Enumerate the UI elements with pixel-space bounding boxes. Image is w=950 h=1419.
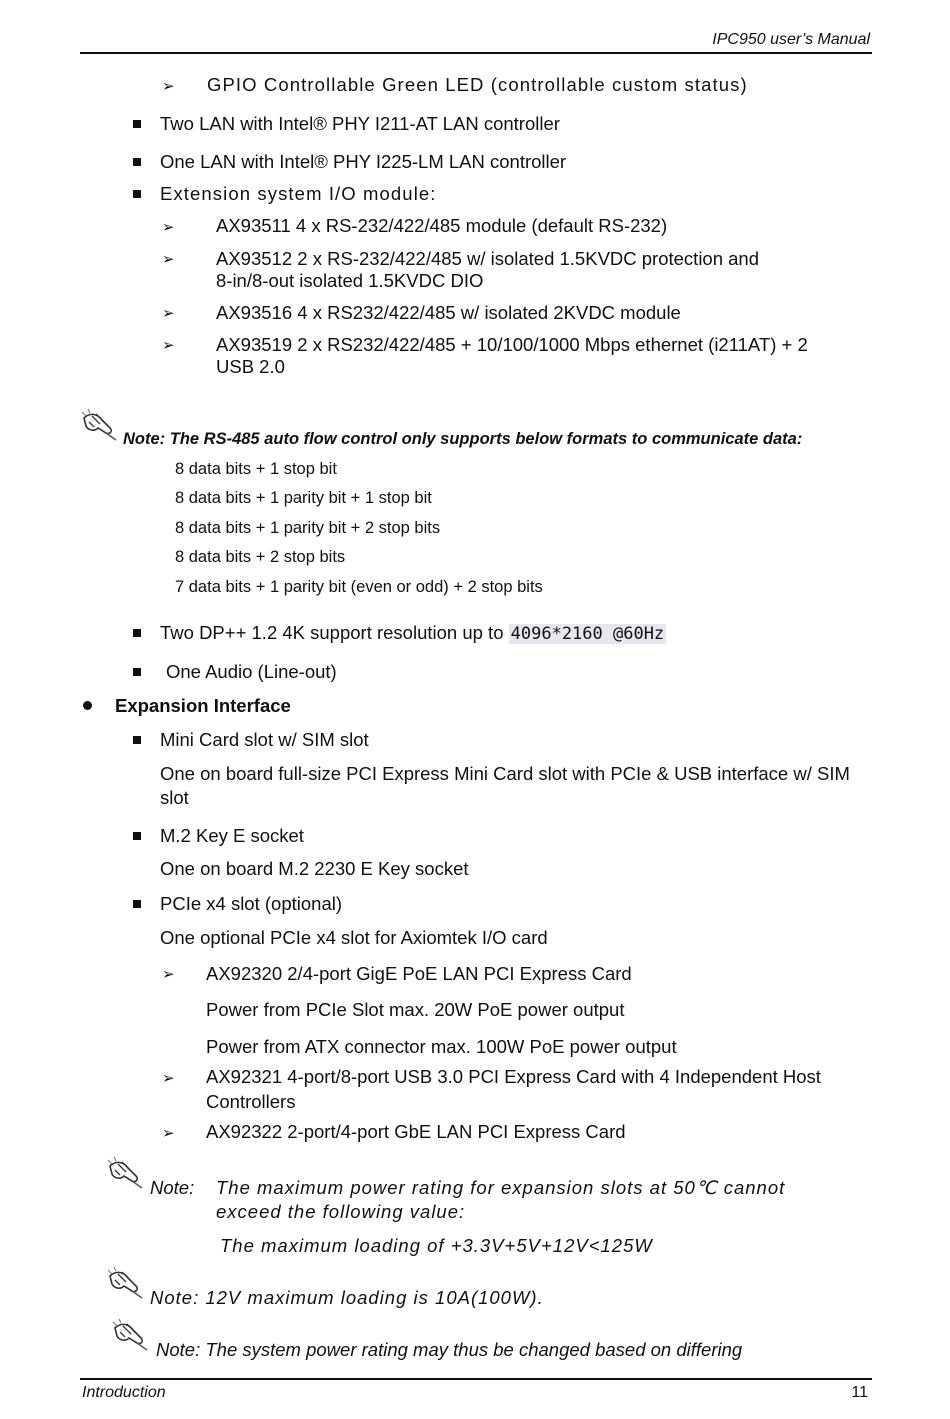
arrow-bullet-icon: ➢ — [162, 305, 175, 322]
note-label: Note: — [150, 1177, 195, 1198]
note-system-power: Note: The system power rating may thus be changed based on differing — [156, 1339, 743, 1360]
note-power-line3: The maximum loading of +3.3V+5V+12V<125W — [220, 1235, 653, 1256]
arrow-bullet-icon: ➢ — [162, 1125, 175, 1142]
module-ax93516: AX93516 4 x RS232/422/485 w/ isolated 2KVDC module — [216, 302, 681, 323]
note-12v: Note: 12V maximum loading is 10A(100W). — [150, 1287, 544, 1308]
square-bullet-icon — [133, 190, 141, 198]
footer-section: Introduction — [82, 1384, 166, 1401]
note-rs485: Note: The RS-485 auto flow control only supports below formats to communicate data: — [123, 430, 803, 448]
expansion-heading: Expansion Interface — [115, 695, 291, 716]
header-title: IPC950 user’s Manual — [712, 31, 870, 48]
footer-rule — [80, 1378, 872, 1380]
module-ax93519-line2: USB 2.0 — [216, 356, 285, 377]
format-line-4: 8 data bits + 2 stop bits — [175, 548, 346, 566]
card-ax92320: AX92320 2/4-port GigE PoE LAN PCI Express Card — [206, 963, 632, 984]
format-line-3: 8 data bits + 1 parity bit + 2 stop bits — [175, 519, 441, 537]
note-hand-icon — [111, 1318, 151, 1352]
arrow-bullet-icon: ➢ — [162, 337, 175, 354]
format-line-5: 7 data bits + 1 parity bit (even or odd) + 2 stop bits — [175, 578, 543, 596]
note-power-line1: The maximum power rating for expansion slots at 50℃ cannot — [216, 1177, 786, 1198]
note-hand-icon — [106, 1156, 146, 1190]
module-ax93519-line1: AX93519 2 x RS232/422/485 + 10/100/1000 Mbps ethernet (i211AT) + 2 — [216, 334, 808, 355]
dp-resolution: 4096*2160 @60Hz — [510, 624, 665, 644]
pcie-desc: One optional PCIe x4 slot for Axiomtek I/O card — [160, 927, 548, 948]
card-ax92321-line2: Controllers — [206, 1091, 296, 1112]
arrow-bullet-icon: ➢ — [162, 219, 175, 236]
arrow-bullet-icon: ➢ — [162, 1070, 175, 1087]
dp-line — [160, 622, 666, 644]
lan-line-1: Two LAN with Intel® PHY I211-AT LAN controller — [160, 113, 560, 134]
gpio-line: GPIO Controllable Green LED (controllable custom status) — [207, 74, 748, 95]
page-number: 11 — [851, 1384, 868, 1401]
card-ax92320-power2: Power from ATX connector max. 100W PoE power output — [206, 1036, 677, 1057]
square-bullet-icon — [133, 158, 141, 166]
audio-line: One Audio (Line-out) — [166, 661, 337, 682]
square-bullet-icon — [133, 736, 141, 744]
arrow-bullet-icon: ➢ — [162, 966, 175, 983]
square-bullet-icon — [133, 900, 141, 908]
format-line-2: 8 data bits + 1 parity bit + 1 stop bit — [175, 489, 432, 507]
arrow-bullet-icon: ➢ — [162, 78, 175, 95]
minicard-heading: Mini Card slot w/ SIM slot — [160, 729, 369, 750]
pcie-heading: PCIe x4 slot (optional) — [160, 893, 343, 914]
square-bullet-icon — [133, 120, 141, 128]
format-line-1: 8 data bits + 1 stop bit — [175, 460, 337, 478]
note-hand-icon — [106, 1266, 146, 1300]
card-ax92320-power1: Power from PCIe Slot max. 20W PoE power output — [206, 999, 625, 1020]
square-bullet-icon — [133, 832, 141, 840]
m2-desc: One on board M.2 2230 E Key socket — [160, 858, 469, 879]
m2-heading: M.2 Key E socket — [160, 825, 304, 846]
extension-heading: Extension system I/O module: — [160, 183, 437, 204]
minicard-desc-line2: slot — [160, 787, 189, 808]
note-power-line2: exceed the following value: — [216, 1201, 466, 1222]
module-ax93512-line1: AX93512 2 x RS-232/422/485 w/ isolated 1.5KVDC protection and — [216, 248, 760, 269]
card-ax92321-line1: AX92321 4-port/8-port USB 3.0 PCI Express Card with 4 Independent Host — [206, 1066, 821, 1087]
arrow-bullet-icon: ➢ — [162, 251, 175, 268]
minicard-desc-line1: One on board full-size PCI Express Mini Card slot with PCIe & USB interface w/ SIM — [160, 763, 850, 784]
module-ax93511: AX93511 4 x RS-232/422/485 module (default RS-232) — [216, 215, 668, 236]
lan-line-2: One LAN with Intel® PHY I225-LM LAN controller — [160, 151, 567, 172]
header-rule — [80, 52, 872, 54]
note-hand-icon — [80, 408, 120, 442]
square-bullet-icon — [133, 668, 141, 676]
module-ax93512-line2: 8-in/8-out isolated 1.5KVDC DIO — [216, 270, 484, 291]
dp-text: Two DP++ 1.2 4K support resolution up to — [160, 622, 509, 643]
round-bullet-icon — [83, 701, 92, 710]
card-ax92322: AX92322 2-port/4-port GbE LAN PCI Express Card — [206, 1121, 626, 1142]
square-bullet-icon — [133, 629, 141, 637]
